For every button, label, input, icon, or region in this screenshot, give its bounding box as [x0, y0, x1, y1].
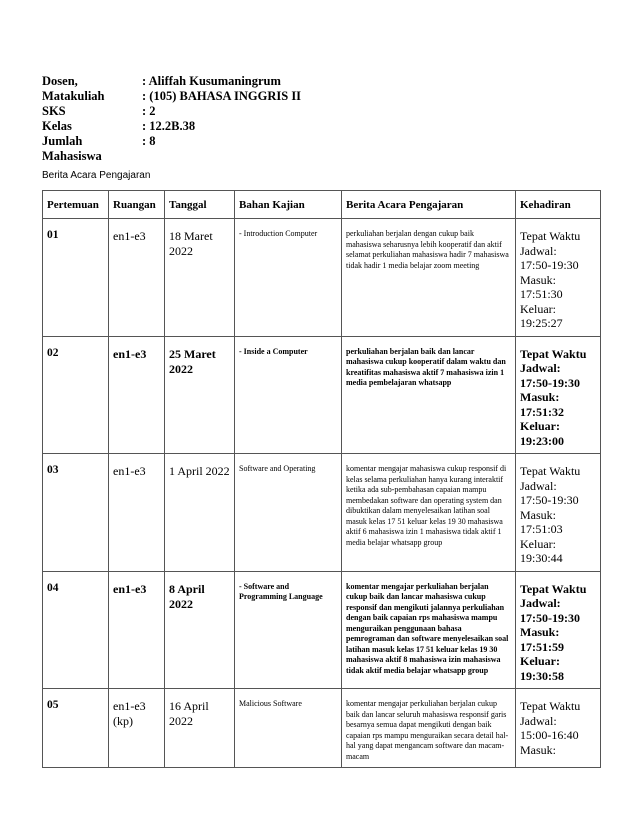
report: perkuliahan berjalan baik dan lancar mahasiswa cukup kooperatif dalam waktu dan kreatifitas mahasiswa aktif 7 mahasiswa izin 1 media pembelajaran whatsapp: [342, 336, 516, 454]
attendance-schedule-label: Jadwal:: [520, 478, 557, 493]
attendance-status: Tepat Waktu: [520, 229, 581, 243]
attendance-schedule: 17:50-19:30: [520, 258, 579, 272]
attendance-status: Tepat Waktu: [520, 581, 587, 596]
topic: - Introduction Computer: [235, 219, 342, 337]
attendance: [516, 571, 601, 689]
date: 8 April 2022: [165, 571, 235, 689]
info-label: Kelas: [42, 119, 72, 133]
attendance-schedule: 17:50-19:30: [520, 610, 580, 625]
attendance-in-label: Masuk:: [520, 625, 560, 639]
attendance: [516, 219, 601, 337]
attendance: [516, 689, 601, 768]
course-info: [42, 74, 301, 164]
info-value: : 2: [142, 104, 156, 118]
attendance: [516, 454, 601, 572]
attendance-out-label: Keluar:: [520, 419, 560, 433]
info-value: : 12.2B.38: [142, 119, 196, 133]
room: en1-e3: [109, 219, 165, 337]
attendance-out: 19:25:27: [520, 316, 563, 330]
topic: Software and Operating: [235, 454, 342, 572]
table-row: [43, 689, 601, 768]
date: 16 April 2022: [165, 689, 235, 768]
attendance-schedule-label: Jadwal:: [520, 713, 557, 728]
attendance-in-label: Masuk:: [520, 507, 556, 522]
info-row-credits: [42, 104, 301, 119]
attendance-schedule-label: Jadwal:: [520, 243, 557, 258]
date: 18 Maret 2022: [165, 219, 235, 337]
info-row-class: [42, 119, 301, 134]
topic: - Software and Programming Language: [235, 571, 342, 689]
info-row-course: [42, 89, 301, 104]
table-row: [43, 571, 601, 689]
info-label: Jumlah Mahasiswa: [42, 134, 102, 163]
section-title: Berita Acara Pengajaran: [42, 170, 151, 181]
attendance-in: 17:51:32: [520, 404, 564, 419]
attendance-schedule-label: Jadwal:: [520, 361, 561, 375]
info-label: Dosen,: [42, 74, 78, 88]
attendance-out: 19:23:00: [520, 433, 564, 448]
info-value: : 8: [142, 134, 156, 148]
header-topic: Bahan Kajian: [235, 191, 342, 219]
header-date: Tanggal: [165, 191, 235, 219]
report: komentar mengajar perkuliahan berjalan cukup baik dan lancar mahasiswa cukup responsif dan mengikuti jalannya perkuliahan dengan baik capaian rps mahasiswa mampu menguraikan penggunaan bahasa pemrograman dan software menyelesaikan soal latihan masuk kelas 17 51 keluar kelas 19 30 mahasiswa aktif 8 mahasiswa izin mahasiswa tidak aktif media belajar whatsapp group: [342, 571, 516, 689]
attendance-out-label: Keluar:: [520, 301, 556, 316]
attendance-status: Tepat Waktu: [520, 464, 581, 478]
info-value: : Aliffah Kusumaningrum: [142, 74, 281, 88]
meeting-number: 01: [43, 219, 109, 337]
meeting-number: 02: [43, 336, 109, 454]
attendance-schedule-label: Jadwal:: [520, 596, 561, 610]
header-attendance: Kehadiran: [516, 191, 601, 219]
attendance: [516, 336, 601, 454]
room: en1-e3: [109, 571, 165, 689]
attendance-out: 19:30:44: [520, 551, 563, 565]
attendance-out-label: Keluar:: [520, 536, 556, 551]
meeting-number: 03: [43, 454, 109, 572]
info-row-students: [42, 134, 301, 164]
header-room: Ruangan: [109, 191, 165, 219]
teaching-report-table: [42, 190, 601, 768]
info-value: : (105) BAHASA INGGRIS II: [142, 89, 302, 103]
attendance-schedule: 17:50-19:30: [520, 375, 580, 390]
info-label: Matakuliah: [42, 89, 105, 103]
attendance-status: Tepat Waktu: [520, 699, 581, 713]
meeting-number: 05: [43, 689, 109, 768]
room: en1-e3 (kp): [109, 689, 165, 768]
topic: Malicious Software: [235, 689, 342, 768]
attendance-in-label: Masuk:: [520, 272, 556, 287]
attendance-out: 19:30:58: [520, 668, 564, 683]
meeting-number: 04: [43, 571, 109, 689]
attendance-in: 17:51:59: [520, 639, 564, 654]
date: 25 Maret 2022: [165, 336, 235, 454]
table-header-row: [43, 191, 601, 219]
attendance-in-label: Masuk:: [520, 742, 556, 757]
report: perkuliahan berjalan dengan cukup baik mahasiswa seharusnya lebih kooperatif dan aktif selamat perkuliahan mahasiswa hadir 7 mahasiswa tidak hadir 1 media belajar zoom meeting: [342, 219, 516, 337]
attendance-status: Tepat Waktu: [520, 346, 587, 361]
report: komentar mengajar perkuliahan berjalan cukup baik dan lancar seluruh mahasiswa responsif garis besarnya semua dapat mengikuti dengan baik capaian rps mampu menguraikan secara detail hal-hal yang dapat mengancam software dan macam-macam: [342, 689, 516, 768]
header-report: Berita Acara Pengajaran: [342, 191, 516, 219]
attendance-schedule: 17:50-19:30: [520, 493, 579, 507]
info-label: SKS: [42, 104, 66, 118]
attendance-schedule: 15:00-16:40: [520, 728, 579, 742]
attendance-in: 17:51:30: [520, 287, 563, 301]
attendance-in: 17:51:03: [520, 522, 563, 536]
date: 1 April 2022: [165, 454, 235, 572]
info-row-lecturer: [42, 74, 301, 89]
table-row: [43, 219, 601, 337]
header-meeting: Pertemuan: [43, 191, 109, 219]
table-row: [43, 336, 601, 454]
room: en1-e3: [109, 454, 165, 572]
attendance-in-label: Masuk:: [520, 390, 560, 404]
topic: - Inside a Computer: [235, 336, 342, 454]
table-row: [43, 454, 601, 572]
room: en1-e3: [109, 336, 165, 454]
attendance-out-label: Keluar:: [520, 654, 560, 668]
report: komentar mengajar mahasiswa cukup responsif di kelas selama perkuliahan hanya kurang interaktif ketika ada sub-pembahasan capaian mampu membedakan software dan operating system dan dibuktikan dalam menyelesaikan latihan soal masuk kelas 17 51 keluar kelas 19 30 mahasiswa aktif 6 mahasiswa izin 1 mahasiswa tidak aktif 1 media belajar whatsapp group: [342, 454, 516, 572]
